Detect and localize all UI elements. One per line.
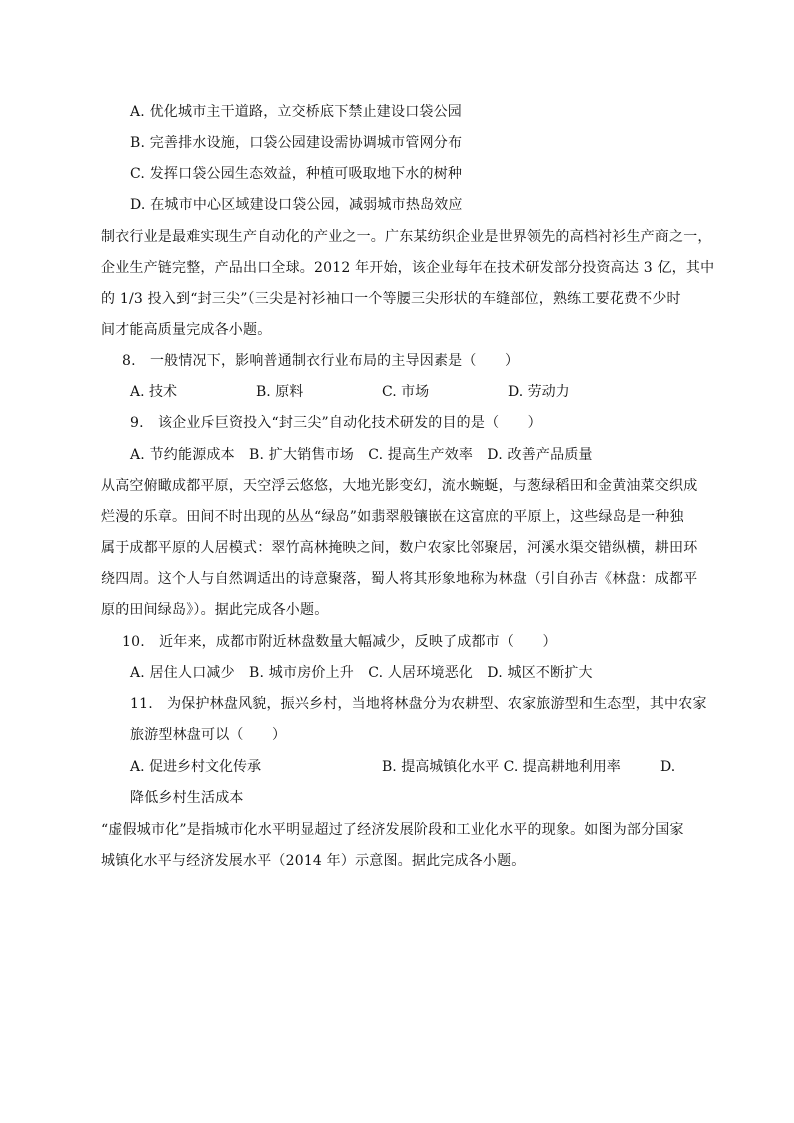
q8-option-a: A. 技术 <box>130 384 178 400</box>
q11-option-d-label: D. <box>660 759 676 775</box>
passage2-line: 属于成都平原的人居模式：翠竹高林掩映之间，数户农家比邻聚居，河溪水渠交错纵横，耕田环 <box>101 540 698 556</box>
q8-option-b: B. 原料 <box>256 384 304 400</box>
q10-options: A. 居住人口减少 B. 城市房价上升 C. 人居环境恶化 D. 城区不断扩大 <box>130 665 593 681</box>
passage2-line: 绕四周。这个人与自然调适出的诗意聚落，蜀人将其形象地称为林盘（引自孙吉《林盘：成都平 <box>101 571 698 587</box>
q11-options <box>130 757 690 777</box>
q7-option-a: A. 优化城市主干道路，立交桥底下禁止建设口袋公园 <box>130 104 463 120</box>
q7-option-c: C. 发挥口袋公园生态效益，种植可吸取地下水的树种 <box>130 166 463 182</box>
q11-option-bc: B. 提高城镇化水平 C. 提高耕地利用率 <box>382 759 621 775</box>
q11-stem-line1: 11. 为保护林盘风貌，振兴乡村，当地将林盘分为农耕型、农家旅游型和生态型，其中农家 <box>130 696 707 712</box>
q8-options <box>130 382 610 402</box>
q9-options: A. 节约能源成本 B. 扩大销售市场 C. 提高生产效率 D. 改善产品质量 <box>130 447 593 463</box>
q8-stem: 8. 一般情况下，影响普通制衣行业布局的主导因素是（ ） <box>122 353 520 369</box>
passage1-line: 间才能高质量完成各小题。 <box>101 322 272 338</box>
passage2-line: 原的田间绿岛》）。据此完成各小题。 <box>101 602 329 618</box>
q8-option-d: D. 劳动力 <box>508 384 570 400</box>
passage1-line: 企业生产链完整，产品出口全球。2012 年开始，该企业每年在技术研发部分投资高达 3 亿，其中 <box>101 260 715 276</box>
q8-option-c: C. 市场 <box>382 384 430 400</box>
q9-stem: 9. 该企业斥巨资投入“封三尖”自动化技术研发的目的是（ ） <box>130 415 542 431</box>
passage1-line: 的 1/3 投入到“封三尖”（三尖是衬衫袖口一个等腰三尖形状的车缝部位，熟练工要花费不少时 <box>101 291 681 307</box>
q11-option-d-text: 降低乡村生活成本 <box>130 790 244 806</box>
q7-option-d: D. 在城市中心区域建设口袋公园，减弱城市热岛效应 <box>130 197 463 213</box>
passage2-line: 从高空俯瞰成都平原，天空浮云悠悠，大地光影变幻，流水蜿蜒，与葱绿稻田和金黄油菜交织成 <box>101 478 698 494</box>
passage2-line: 烂漫的乐章。田间不时出现的丛丛“绿岛”如翡翠般镶嵌在这富庶的平原上，这些绿岛是一种独 <box>101 509 684 525</box>
passage3-line: 城镇化水平与经济发展水平（2014 年）示意图。据此完成各小题。 <box>101 853 526 869</box>
passage1-line: 制衣行业是最难实现生产自动化的产业之一。广东某纺织企业是世界领先的高档衬衫生产商之一， <box>101 229 712 245</box>
q11-stem-line2: 旅游型林盘可以（ ） <box>130 727 287 743</box>
q11-option-a: A. 促进乡村文化传承 <box>130 759 262 775</box>
q10-stem: 10. 近年来，成都市附近林盘数量大幅减少，反映了成都市（ ） <box>122 634 557 650</box>
q7-option-b: B. 完善排水设施，口袋公园建设需协调城市管网分布 <box>130 135 463 151</box>
passage3-line: “虚假城市化”是指城市化水平明显超过了经济发展阶段和工业化水平的现象。如图为部分国家 <box>101 822 684 838</box>
